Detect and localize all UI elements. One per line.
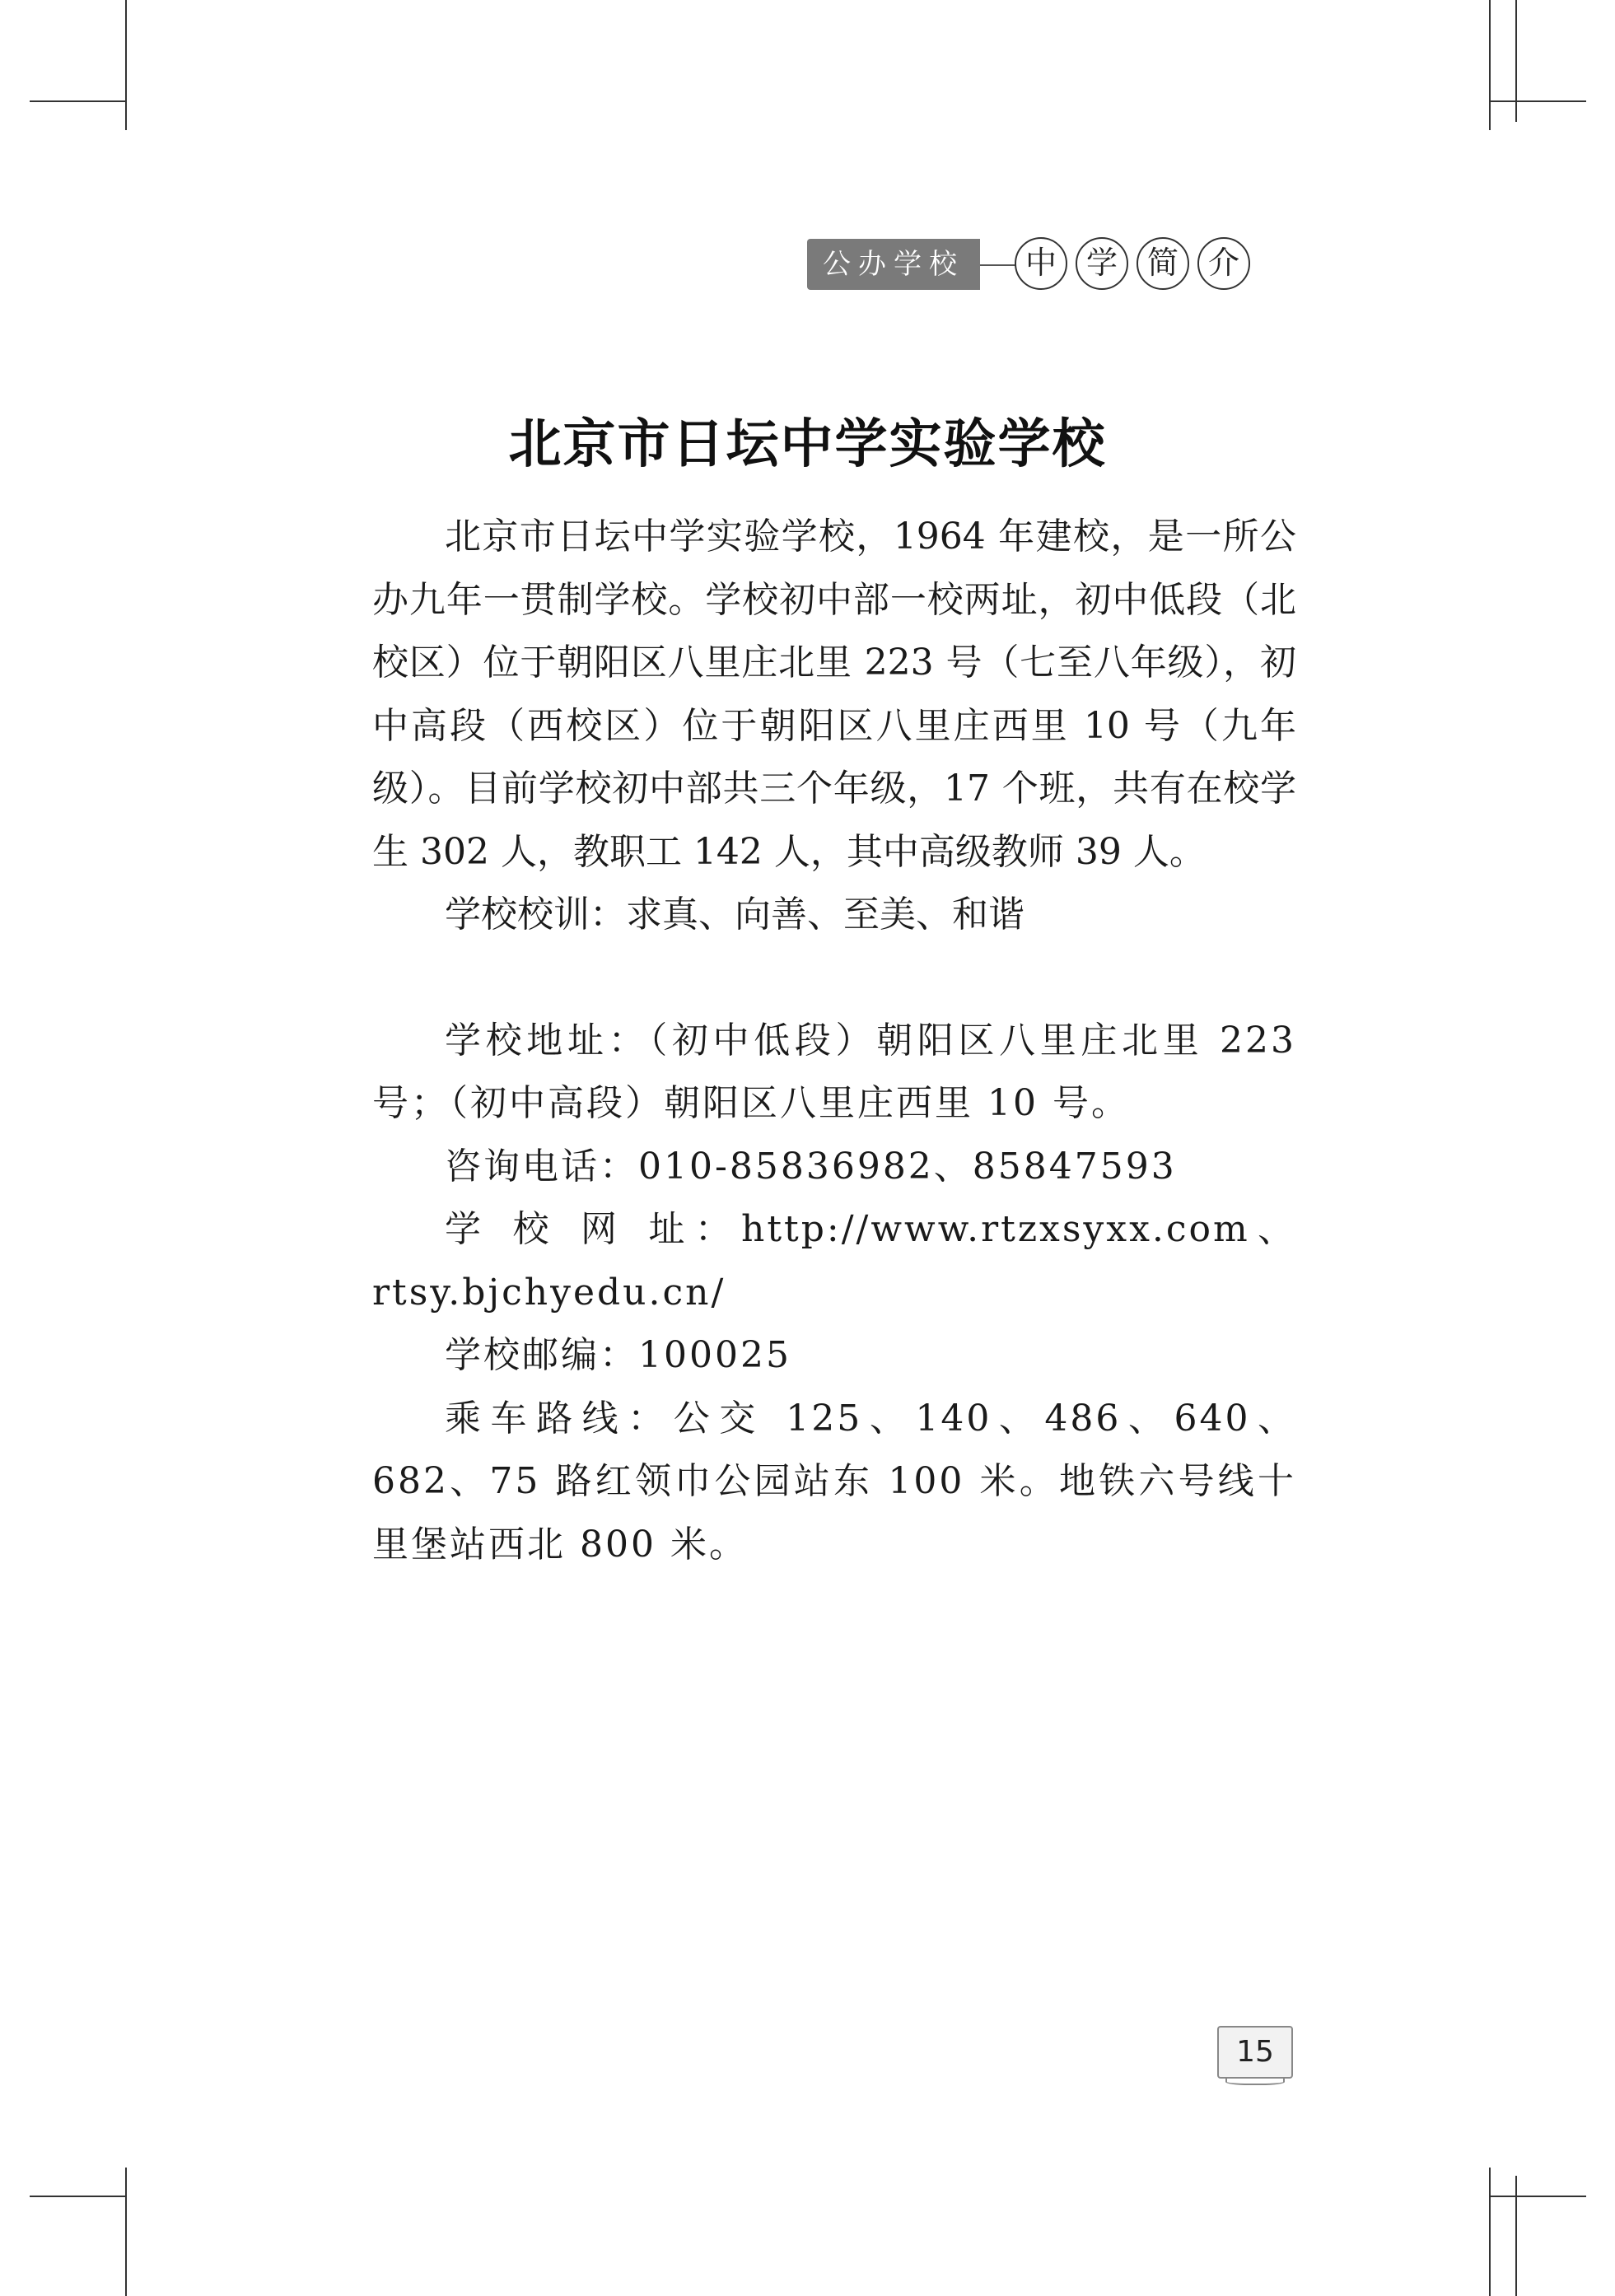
consult-phone: 咨询电话：010-85836982、85847593 xyxy=(445,1145,1177,1188)
school-postcode: 学校邮编：100025 xyxy=(445,1334,791,1376)
crop-mark xyxy=(125,2168,127,2296)
crop-mark xyxy=(1489,100,1586,102)
document-body xyxy=(372,506,1296,1576)
crop-mark xyxy=(30,2196,125,2197)
crop-mark xyxy=(1489,0,1491,130)
crop-mark xyxy=(1515,2176,1517,2296)
circle-title-char: 介 xyxy=(1197,237,1250,290)
running-header xyxy=(807,237,1290,290)
bus-route: 乘车路线：公交 125、140、486、640、682、75 路红领巾公园站东 100 米。地铁六号线十里堡站西北 800 米。 xyxy=(372,1397,1296,1566)
page-title: 北京市日坛中学实验学校 xyxy=(508,414,1107,475)
circle-title-char: 简 xyxy=(1137,237,1189,290)
crop-mark xyxy=(1515,0,1517,122)
paragraph-gap xyxy=(372,947,1296,1010)
crop-mark xyxy=(30,100,125,102)
header-circle-title xyxy=(1015,237,1250,290)
intro-paragraph: 北京市日坛中学实验学校，1964 年建校，是一所公办九年一贯制学校。学校初中部一校两址，初中低段（北校区）位于朝阳区八里庄北里 223 号（七至八年级），初中高段（西校区）位于朝阳区八里庄西里 10 号（九年级）。目前学校初中部共三个年级，17 个班，共有在校学生 302 人，教职工 142 人，其中高级教师 39 人。 xyxy=(372,516,1296,873)
section-label: 公办学校 xyxy=(807,239,980,290)
circle-title-char: 学 xyxy=(1076,237,1128,290)
school-address: 学校地址：（初中低段）朝阳区八里庄北里 223 号；（初中高段）朝阳区八里庄西里 10 号。 xyxy=(372,1019,1296,1124)
page-number-badge xyxy=(1217,2026,1293,2085)
circle-title-char: 中 xyxy=(1015,237,1067,290)
crop-mark xyxy=(125,0,127,130)
school-website: 学 校 网 址：http://www.rtzxsyxx.com、rtsy.bjchyedu.cn/ xyxy=(372,1208,1296,1314)
school-motto: 学校校训：求真、向善、至美、和谐 xyxy=(445,894,1025,936)
header-connector-line xyxy=(980,264,1016,266)
crop-mark xyxy=(1489,2168,1491,2296)
page-number: 15 xyxy=(1236,2035,1274,2069)
crop-mark xyxy=(1489,2196,1586,2197)
